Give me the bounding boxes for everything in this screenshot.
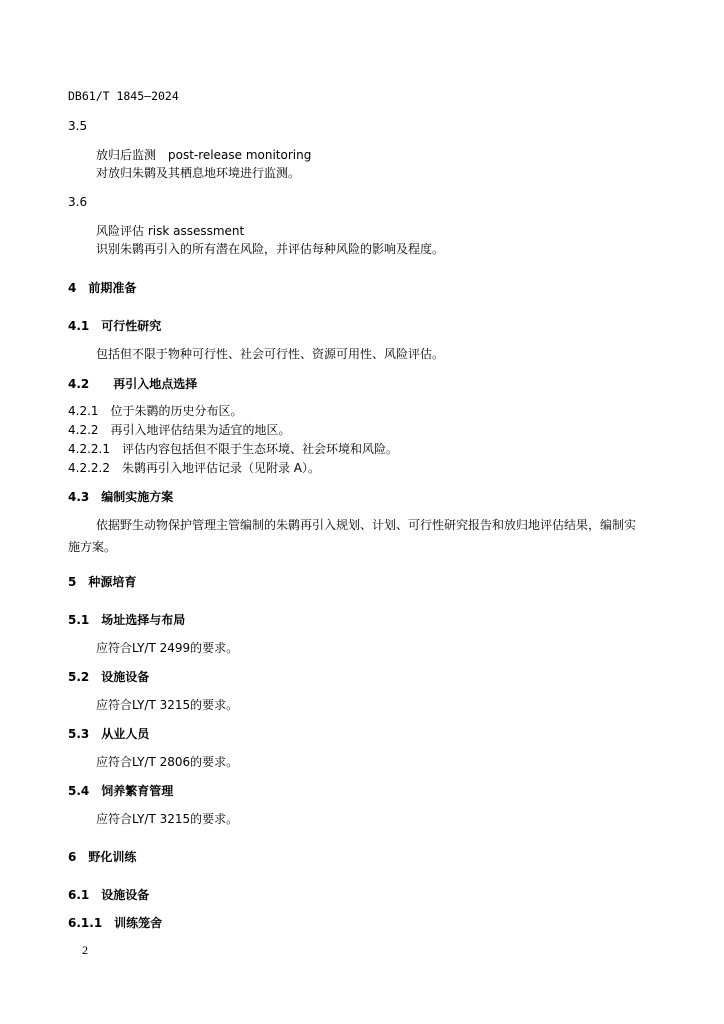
clause: 4.2.2 再引入地评估结果为适宜的地区。 (68, 423, 291, 437)
paragraph: 应符合LY/T 2499的要求。 (96, 641, 239, 655)
subsection-heading: 4.3 编制实施方案 (68, 490, 174, 504)
subsection-heading: 5.2 设施设备 (68, 670, 150, 684)
clause: 4.2.1 位于朱鹮的历史分布区。 (68, 404, 243, 418)
term-number: 3.5 (68, 119, 88, 133)
paragraph: 依据野生动物保护管理主管编制的朱鹮再引入规划、计划、可行性研究报告和放归地评估结果，编制实施方案。 (68, 518, 637, 554)
subsection-heading: 4.1 可行性研究 (68, 319, 162, 333)
subsection-heading: 4.2 再引入地点选择 (68, 377, 198, 391)
subsection-heading: 5.1 场址选择与布局 (68, 613, 186, 627)
page-number: 2 (82, 943, 88, 957)
paragraph: 应符合LY/T 3215的要求。 (96, 812, 239, 826)
subsection-heading: 6.1 设施设备 (68, 888, 150, 902)
paragraph: 应符合LY/T 3215的要求。 (96, 698, 239, 712)
term-title: 风险评估 risk assessment (96, 224, 245, 238)
clause: 4.2.2.2 朱鹮再引入地评估记录（见附录 A）。 (68, 461, 321, 475)
subsection-heading: 5.3 从业人员 (68, 727, 150, 741)
term-definition: 对放归朱鹮及其栖息地环境进行监测。 (96, 166, 301, 180)
paragraph: 应符合LY/T 2806的要求。 (96, 755, 239, 769)
paragraph: 包括但不限于物种可行性、社会可行性、资源可用性、风险评估。 (96, 347, 445, 361)
clause: 4.2.2.1 评估内容包括但不限于生态环境、社会环境和风险。 (68, 442, 398, 456)
section-heading: 4 前期准备 (68, 281, 137, 295)
document-header: DB61/T 1845—2024 (68, 89, 179, 103)
section-heading: 5 种源培育 (68, 575, 137, 589)
subsection-heading: 5.4 饲养繁育管理 (68, 784, 174, 798)
subsection-heading: 6.1.1 训练笼舍 (68, 916, 163, 930)
term-definition: 识别朱鹮再引入的所有潜在风险，并评估每种风险的影响及程度。 (96, 242, 445, 256)
term-number: 3.6 (68, 195, 88, 209)
term-title: 放归后监测 post-release monitoring (96, 148, 312, 162)
section-heading: 6 野化训练 (68, 850, 137, 864)
